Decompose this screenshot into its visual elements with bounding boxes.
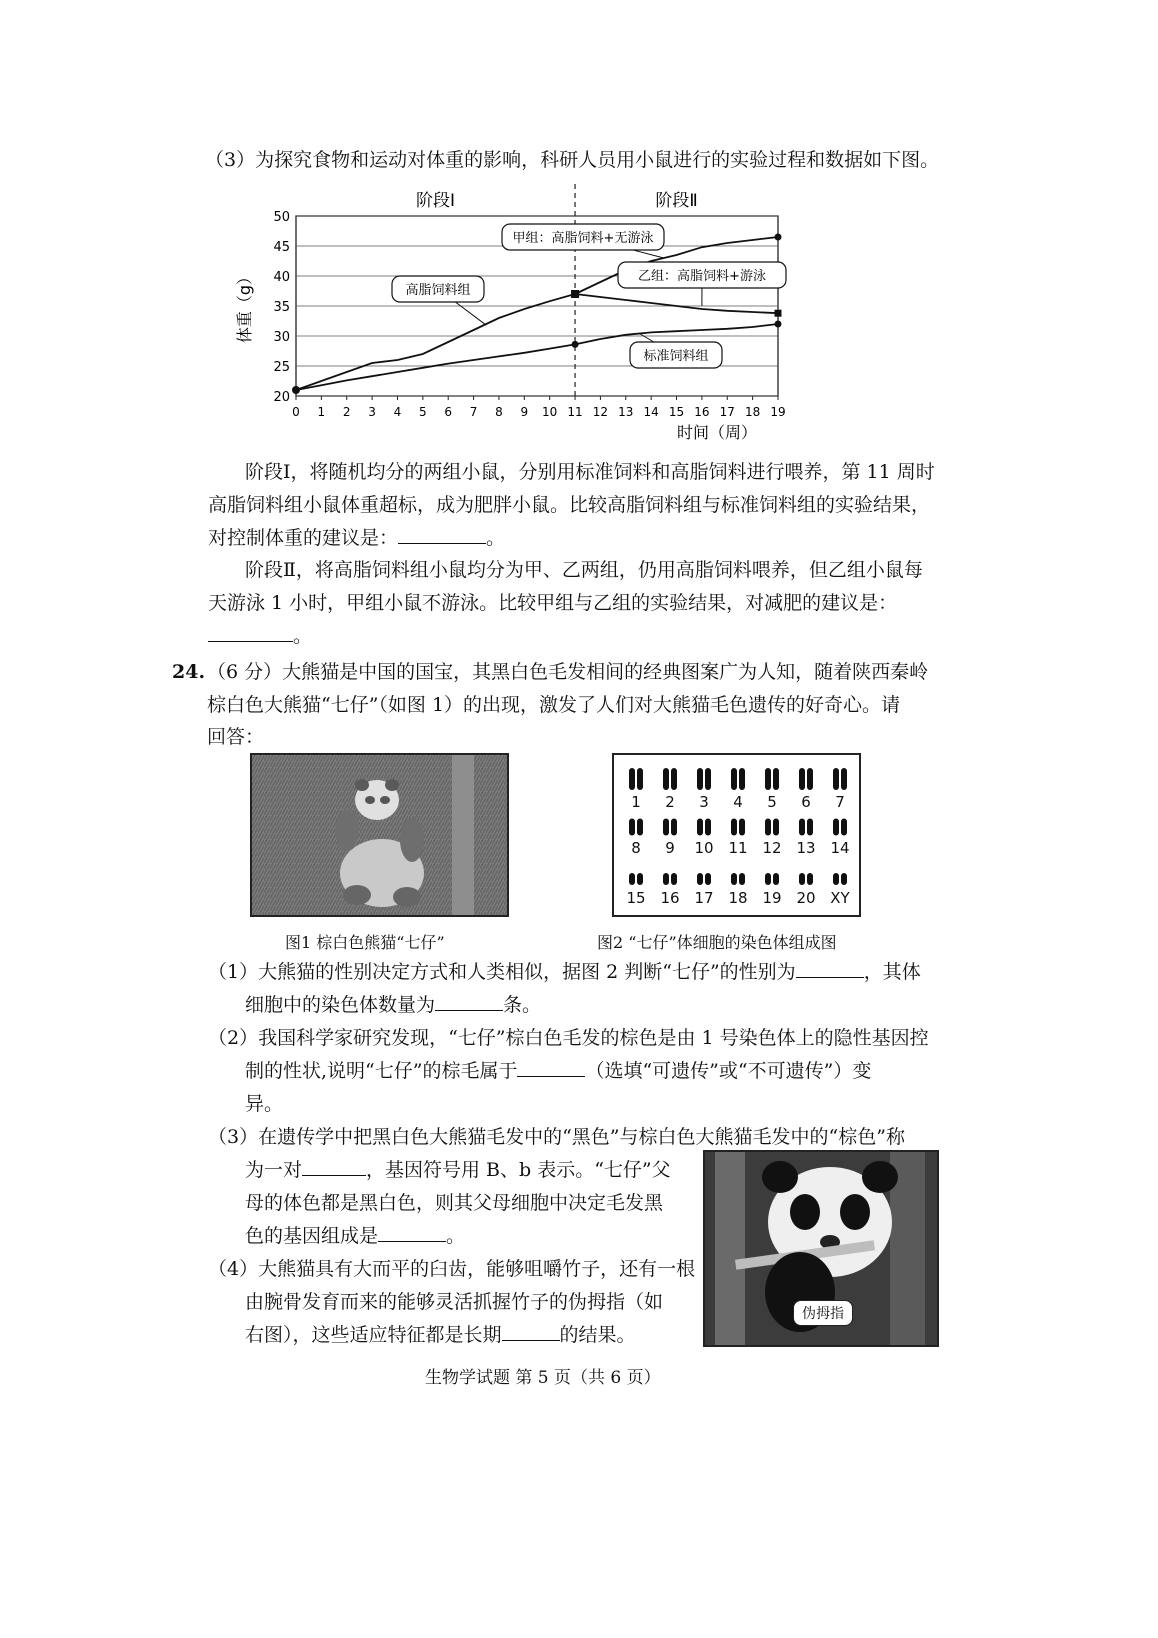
q24-1-text-end: ，其体 (863, 961, 921, 983)
y-tick-label: 25 (273, 360, 290, 375)
chromatid (773, 768, 779, 790)
series-end-marker (775, 310, 782, 317)
panda-bamboo-photo (703, 1150, 939, 1347)
stage1-suggestion-prompt: 对控制体重的建议是： (208, 527, 399, 549)
y-tick-label: 20 (273, 390, 290, 405)
q23-3-intro: （3）为探究食物和运动对体重的影响，科研人员用小鼠进行的实验过程和数据如下图。 (205, 149, 940, 171)
chromatid (663, 873, 669, 885)
q24-1-text2: 细胞中的染色体数量为 (245, 994, 436, 1016)
x-tick-label: 9 (520, 405, 529, 419)
chromosome-pair (728, 873, 747, 907)
chromatid (799, 873, 805, 885)
chromatid (773, 819, 779, 836)
chromosome-label: 7 (835, 793, 845, 811)
chromatid (807, 873, 813, 885)
stage1-label: 阶段Ⅰ (416, 191, 456, 211)
chromosome-pair (694, 819, 713, 858)
x-axis-label: 时间（周） (676, 423, 758, 442)
chromosome-label: 2 (665, 793, 675, 811)
chromatid (765, 819, 771, 836)
figure1-panda-photo (250, 753, 509, 917)
x-tick-label: 18 (744, 405, 761, 419)
x-tick-label: 0 (292, 405, 300, 419)
karyotype-diagram (614, 755, 859, 915)
q24-1-text: （1）大熊猫的性别决定方式和人类相似，据图 2 判断“七仔”的性别为 (208, 961, 796, 983)
y-axis-label: 体重（g） (235, 268, 254, 344)
chromatid (637, 768, 643, 790)
q24-3-text-end: ，基因符号用 B、b 表示。“七仔”父 (366, 1159, 671, 1181)
q24-1-text2-end: 条。 (503, 994, 542, 1016)
pseudo-thumb-callout: 伪拇指 (793, 1300, 853, 1326)
q24-1-line1 (208, 955, 921, 989)
chromatid (841, 873, 847, 885)
chromosome-label: 14 (830, 839, 850, 857)
adaptation-blank[interactable] (502, 1318, 560, 1341)
q24-3-line3: 母的体色都是黑白色，则其父母细胞中决定毛发黑 (245, 1192, 664, 1214)
x-tick-label: 4 (393, 405, 402, 419)
x-tick-label: 5 (419, 405, 427, 419)
chromosome-label: 9 (665, 839, 675, 857)
chromatid (705, 873, 711, 885)
chromatid (773, 873, 779, 885)
x-tick-label: 1 (317, 405, 326, 419)
sex-answer-blank[interactable] (796, 955, 864, 978)
chromosome-label: 15 (626, 889, 646, 907)
chromosome-label: 13 (796, 839, 816, 857)
stage2-answer-blank[interactable] (208, 619, 293, 642)
chromosome-label: 18 (728, 889, 748, 907)
chromosome-pair (799, 768, 813, 811)
q24-3-text4: 色的基因组成是 (245, 1225, 379, 1247)
chromatid (637, 819, 643, 836)
series-end-marker (775, 321, 782, 328)
chromosome-label: 4 (733, 793, 743, 811)
q24-3-line2 (245, 1153, 671, 1187)
panda-illustration (252, 755, 507, 915)
chromatid (671, 873, 677, 885)
chromosome-pair (833, 768, 847, 811)
period: 。 (293, 625, 313, 647)
chromatid (765, 873, 771, 885)
x-tick-label: 15 (668, 405, 685, 419)
chromatid (833, 819, 839, 836)
chromatid (705, 819, 711, 836)
figure1-caption: 图1 棕白色熊猫“七仔” (285, 933, 445, 952)
stage2-line2: 天游泳 1 小时，甲组小鼠不游泳。比较甲组与乙组的实验结果，对减肥的建议是： (208, 592, 898, 614)
x-tick-label: 3 (368, 405, 376, 419)
group-a-callout: 甲组：高脂饲料+无游泳 (512, 231, 654, 246)
q24-4-text-end: 的结果。 (559, 1324, 636, 1346)
standard-callout: 标准饲料组 (643, 349, 709, 364)
chromatid (629, 873, 635, 885)
chromatid (629, 819, 635, 836)
variation-type-blank[interactable] (517, 1054, 585, 1077)
q24-4-text: 右图），这些适应特征都是长期 (245, 1324, 502, 1346)
stage1-line3 (208, 521, 505, 555)
chromosome-label: 11 (728, 839, 748, 857)
chromosome-count-blank[interactable] (435, 988, 503, 1011)
x-tick-label: 10 (542, 405, 558, 419)
chromosome-pair (830, 873, 850, 907)
chromosome-pair (663, 768, 677, 811)
chromatid (739, 873, 745, 885)
chromatid (697, 768, 703, 790)
chromatid (833, 873, 839, 885)
x-tick-label: 6 (444, 405, 453, 419)
x-tick-label: 19 (770, 405, 786, 419)
chromatid (807, 819, 813, 836)
chromatid (731, 768, 737, 790)
q24-2-line2 (245, 1054, 871, 1088)
stage-switch-marker (571, 290, 579, 298)
q24-number: 24. (172, 661, 206, 683)
chromosome-pair (660, 873, 679, 907)
series-line-4 (575, 294, 778, 313)
y-tick-label: 30 (273, 330, 290, 345)
stage2-line1: 阶段Ⅱ，将高脂饲料组小鼠均分为甲、乙两组，仍用高脂饲料喂养，但乙组小鼠每 (245, 559, 923, 581)
genotype-blank[interactable] (378, 1219, 446, 1242)
chromatid (833, 768, 839, 790)
chromatid (765, 768, 771, 790)
start-point-marker (292, 386, 300, 394)
chromatid (705, 768, 711, 790)
y-tick-label: 40 (273, 270, 290, 285)
chromosome-label: 10 (694, 839, 714, 857)
x-tick-label: 14 (643, 405, 659, 419)
chromosome-label: 20 (796, 889, 816, 907)
q24-2-text: 制的性状,说明“七仔”的棕毛属于 (245, 1060, 518, 1082)
chromosome-label: 3 (699, 793, 709, 811)
series-end-marker (775, 234, 782, 241)
chromosome-label: 1 (631, 793, 641, 811)
chromatid (629, 768, 635, 790)
x-tick-label: 17 (719, 405, 735, 419)
x-tick-label: 7 (469, 405, 478, 419)
chromosome-label: XY (830, 889, 850, 907)
page-footer: 生物学试题 第 5 页（共 6 页） (425, 1368, 661, 1388)
chromosome-pair (629, 819, 643, 858)
x-tick-label: 16 (694, 405, 710, 419)
chromosome-pair (796, 873, 815, 907)
x-tick-label: 13 (618, 405, 634, 419)
q24-2-text-end: （选填“可遗传”或“不可遗传”）变 (585, 1060, 872, 1082)
chromatid (671, 819, 677, 836)
q24-3-text: 为一对 (245, 1159, 303, 1181)
q24-1-line2 (245, 988, 541, 1022)
stage1-answer-blank[interactable] (398, 521, 486, 544)
chromosome-label: 6 (801, 793, 811, 811)
q24-4-line3 (245, 1318, 636, 1352)
chromatid (697, 819, 703, 836)
x-tick-label: 2 (342, 405, 351, 419)
q24-2-line3: 异。 (245, 1093, 284, 1115)
chromatid (841, 768, 847, 790)
q24-2-line1: （2）我国科学家研究发现，“七仔”棕白色毛发的棕色是由 1 号染色体上的隐性基因控 (208, 1027, 929, 1049)
standard-divider-marker (572, 341, 579, 348)
y-tick-label: 35 (273, 300, 290, 315)
chromosome-pair (765, 768, 779, 811)
q24-intro-line1: （6 分）大熊猫是中国的国宝，其黑白色毛发相间的经典图案广为人知，随着陕西秦岭 (207, 661, 929, 683)
y-tick-label: 45 (273, 240, 290, 255)
chromosome-label: 8 (631, 839, 641, 857)
chromatid (799, 819, 805, 836)
chromatid (799, 768, 805, 790)
stage1-line1: 阶段Ⅰ，将随机均分的两组小鼠，分别用标准饲料和高脂饲料进行喂养，第 11 周时 (245, 461, 935, 483)
chromatid (663, 768, 669, 790)
chromosome-pair (629, 768, 643, 811)
x-tick-label: 12 (592, 405, 609, 419)
chromatid (671, 768, 677, 790)
chromosome-pair (663, 819, 677, 858)
q24-3-line4 (245, 1219, 465, 1253)
chromosome-pair (762, 819, 781, 858)
q24-4-line2: 由腕骨发育而来的能够灵活抓握竹子的伪拇指（如 (245, 1291, 664, 1313)
chromosome-pair (626, 873, 645, 907)
q24-3-line1: （3）在遗传学中把黑白色大熊猫毛发中的“黑色”与棕白色大熊猫毛发中的“棕色”称 (208, 1126, 905, 1148)
stage2-label: 阶段Ⅱ (655, 191, 698, 211)
trait-pair-blank[interactable] (302, 1153, 366, 1176)
chromosome-label: 12 (762, 839, 782, 857)
period: 。 (446, 1225, 466, 1247)
chromosome-pair (697, 768, 711, 811)
chromatid (807, 768, 813, 790)
weight-chart (230, 180, 810, 455)
stage1-line2: 高脂饲料组小鼠体重超标，成为肥胖小鼠。比较高脂饲料组与标准饲料组的实验结果， (208, 494, 931, 516)
chromatid (739, 768, 745, 790)
chromosome-pair (762, 873, 781, 907)
stage2-line3 (208, 619, 312, 653)
chromosome-label: 5 (767, 793, 777, 811)
chromatid (731, 819, 737, 836)
period: 。 (486, 527, 506, 549)
chromatid (841, 819, 847, 836)
chromosome-pair (731, 768, 745, 811)
q24-4-line1: （4）大熊猫具有大而平的臼齿，能够咀嚼竹子，还有一根 (208, 1258, 696, 1280)
chromosome-label: 17 (694, 889, 714, 907)
chromatid (731, 873, 737, 885)
chromatid (637, 873, 643, 885)
q24-intro-line2: 棕白色大熊猫“七仔”（如图 1）的出现，激发了人们对大熊猫毛色遗传的好奇心。请 (207, 694, 901, 716)
x-tick-label: 8 (495, 405, 503, 419)
y-tick-label: 50 (273, 210, 290, 225)
chromosome-label: 16 (660, 889, 680, 907)
chromosome-pair (796, 819, 815, 858)
chromosome-label: 19 (762, 889, 782, 907)
chromosome-pair (830, 819, 849, 858)
figure2-karyotype (612, 753, 861, 917)
series-line-1 (296, 294, 575, 390)
figure2-caption: 图2 “七仔”体细胞的染色体组成图 (597, 933, 837, 952)
chromatid (697, 873, 703, 885)
high-fat-callout: 高脂饲料组 (405, 283, 471, 298)
chromatid (739, 819, 745, 836)
chromosome-pair (728, 819, 747, 858)
group-b-callout: 乙组：高脂饲料+游泳 (638, 269, 766, 284)
x-tick-label: 11 (567, 405, 583, 419)
chromatid (663, 819, 669, 836)
q24-intro-line3: 回答： (207, 726, 265, 748)
chromosome-pair (694, 873, 713, 907)
